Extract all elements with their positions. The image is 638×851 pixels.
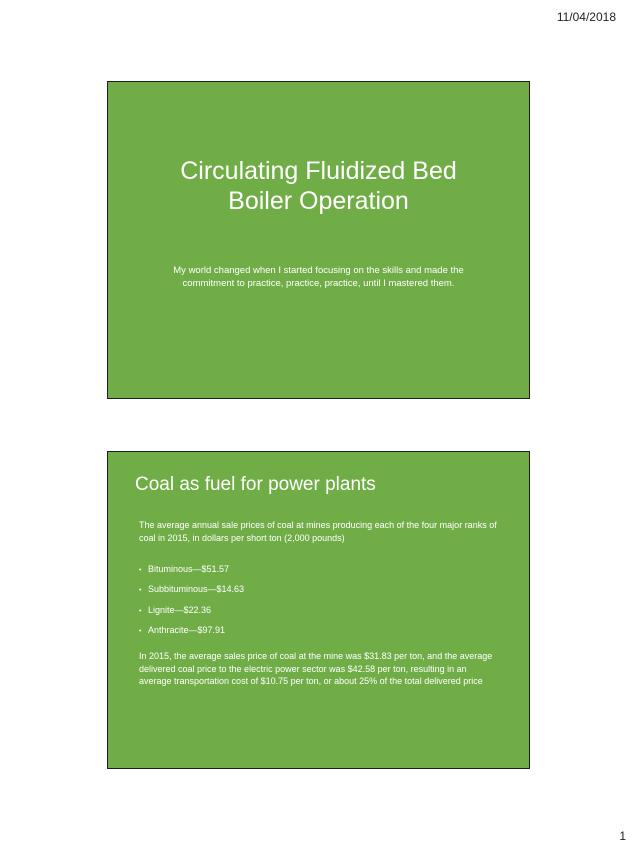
list-item-text: Subbituminous—$14.63 [148,584,245,595]
bullet-icon: • [139,587,142,595]
slide-1-title [138,156,499,216]
slide-2-title: Coal as fuel for power plants [135,474,376,495]
slide-1-title-line-2: Boiler Operation [228,187,409,215]
list-item-text: Lignite—$22.36 [148,604,212,615]
bullet-icon: • [139,567,142,574]
list-item [139,583,244,597]
list-item-text: Bituminous—$51.57 [148,564,230,574]
slide-1-title-line-1: Circulating Fluidized Bed [180,157,457,185]
list-item [139,563,244,577]
page-number: 1 [619,829,626,843]
list-item [139,604,244,618]
slide-2-paragraph: In 2015, the average sales price of coal at the mine was $31.83 per ton, and the average delivered coal price to the electric power sector was $42.58 per ton, resulting in an average transportation cost of $10.75 per ton, or about 25% of the total delivered price [139,651,493,686]
bullet-icon: • [139,607,142,615]
slide-1 [107,81,530,399]
list-item [139,624,244,638]
coal-price-list [139,563,244,644]
handout-date: 11/04/2018 [556,10,616,24]
slide-1-subtitle: My world changed when I started focusing on the skills and made the commitment to practice, practice, practice, until I mastered them. [173,265,464,289]
slide-2 [107,451,530,769]
list-item-text: Anthracite—$97.91 [148,624,226,635]
bullet-icon: • [139,627,142,635]
slide-2-intro: The average annual sale prices of coal at mines producing each of the four major ranks of coal in 2015, in dollars per short ton (2,000 pounds) [139,520,497,543]
